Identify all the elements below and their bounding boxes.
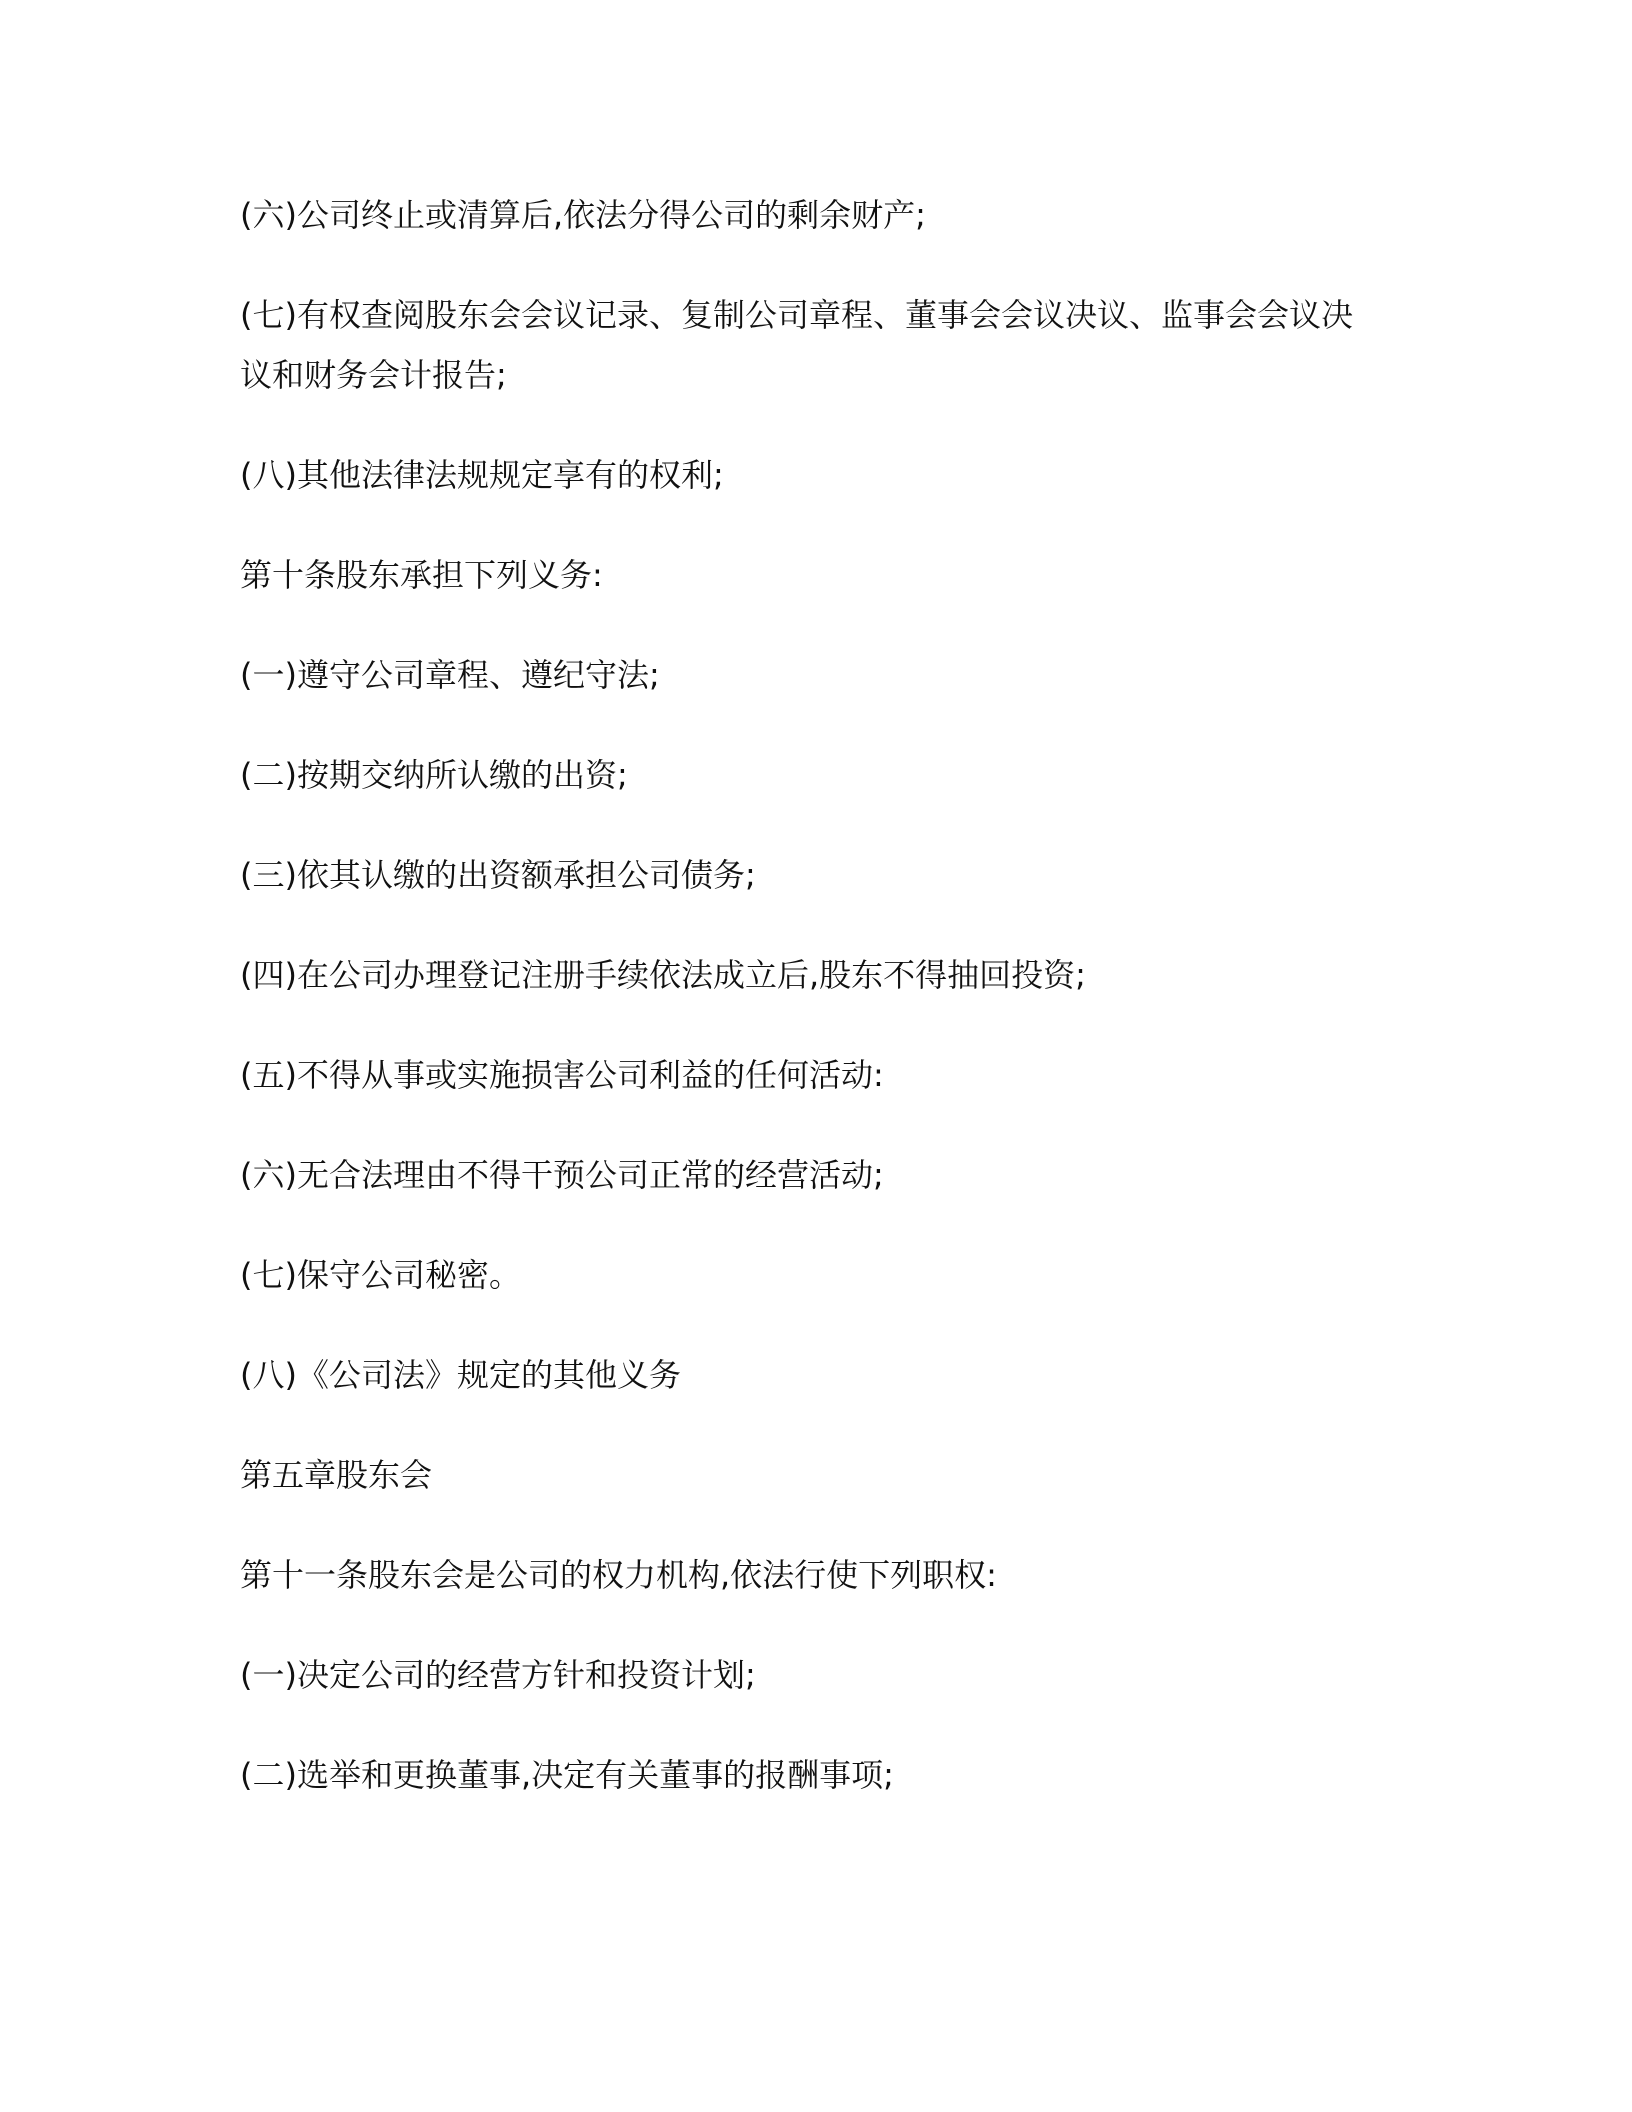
paragraph-duty-6: (六)无合法理由不得干预公司正常的经营活动;: [240, 1156, 884, 1194]
paragraph-right-7: [240, 285, 1360, 405]
paragraph-right-8: (八)其他法律法规规定享有的权利;: [240, 456, 724, 494]
paragraph-right-6: (六)公司终止或清算后,依法分得公司的剩余财产;: [240, 196, 926, 234]
paragraph-duty-3: (三)依其认缴的出资额承担公司债务;: [240, 856, 756, 894]
paragraph-duty-2: (二)按期交纳所认缴的出资;: [240, 756, 628, 794]
paragraph-duty-4: (四)在公司办理登记注册手续依法成立后,股东不得抽回投资;: [240, 956, 1086, 994]
paragraph-duty-8: (八)《公司法》规定的其他义务: [240, 1356, 681, 1394]
paragraph-duty-1: (一)遵守公司章程、遵纪守法;: [240, 656, 660, 694]
paragraph-power-1: (一)决定公司的经营方针和投资计划;: [240, 1656, 756, 1694]
chapter-5-heading: 第五章股东会: [240, 1456, 433, 1494]
paragraph-duty-5: (五)不得从事或实施损害公司利益的任何活动:: [240, 1056, 884, 1094]
paragraph-right-7-text: (七)有权查阅股东会会议记录、复制公司章程、董事会会议决议、监事会会议决议和财务会计报告;: [240, 296, 1353, 394]
paragraph-duty-7: (七)保守公司秘密。: [240, 1256, 521, 1294]
paragraph-power-2: (二)选举和更换董事,决定有关董事的报酬事项;: [240, 1756, 894, 1794]
article-11-heading: 第十一条股东会是公司的权力机构,依法行使下列职权:: [240, 1556, 997, 1594]
article-10-heading: 第十条股东承担下列义务:: [240, 556, 603, 594]
